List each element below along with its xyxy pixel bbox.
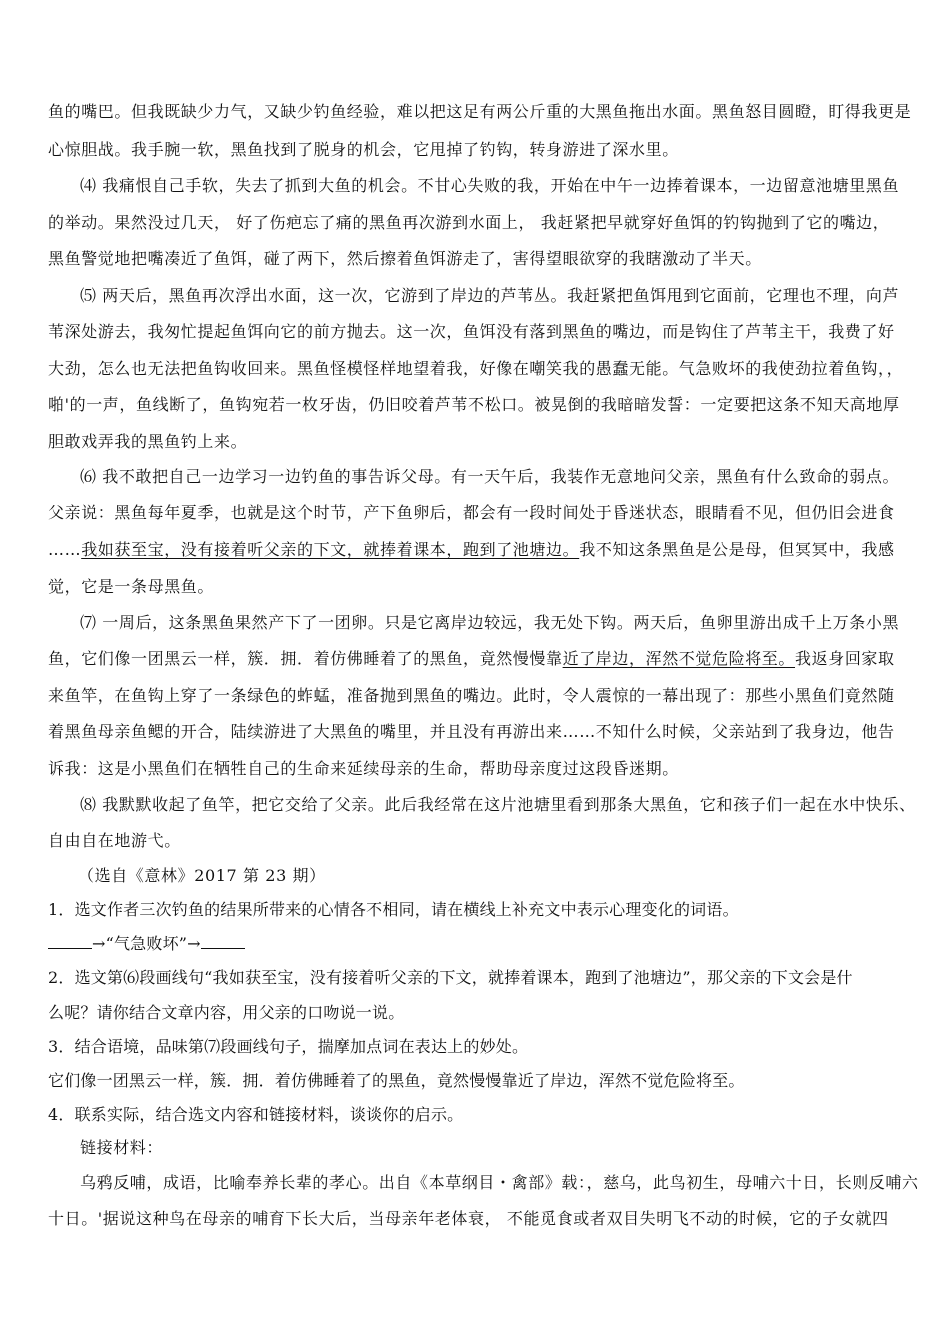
question-3: 3．结合语境，品味第⑺段画线句子，揣摩加点词在表达上的妙处。 [48,1037,529,1056]
underlined-sentence-2: 近了岸边，浑然不觉危险将至。 [562,649,796,668]
ellipsis: …… [48,540,82,559]
link-material-title: 链接材料： [80,1138,164,1157]
question-1: 1．选文作者三次钓鱼的结果所带来的心情各不相同，请在横线上补充文中表示心理变化的词语。 [48,900,739,919]
paragraph-7-start: ⑺ 一周后，这条黑鱼果然产下了一团卵。只是它离岸边较远，我无处下钩。两天后，鱼卵里游出成千上万条小黑 [80,613,900,632]
paragraph-5-start: ⑸ 两天后，黑鱼再次浮出水面，这一次，它游到了岸边的芦苇丛。我赶紧把鱼饵甩到它面前，它理也不理，向芦 [80,286,900,305]
passage-line: 父亲说：黑鱼每年夏季，也就是这个时节，产下鱼卵后，都会有一段时间处于昏迷状态，眼睛看不见，但仍旧会进食 [48,503,895,522]
text-span: 鱼，它们像一团黑云一样，簇．拥．着仿佛睡着了的黑鱼，竟然慢慢靠 [48,649,563,668]
question-3-sentence: 它们像一团黑云一样，簇．拥．着仿佛睡着了的黑鱼，竟然慢慢靠近了岸边，浑然不觉危险将至。 [48,1071,745,1090]
paragraph-8-start: ⑻ 我默默收起了鱼竿，把它交给了父亲。此后我经常在这片池塘里看到那条大黑鱼，它和孩子们一起在水中快乐、 [80,795,916,814]
question-1-answer-line [48,934,908,954]
paragraph-4-start: ⑷ 我痛恨自己手软，失去了抓到大鱼的机会。不甘心失败的我，开始在中午一边捧着课本，一边留意池塘里黑鱼 [80,176,900,195]
passage-line-underlined [48,540,908,560]
passage-line-underlined [48,649,908,669]
passage-line: 苇深处游去，我匆忙提起鱼饵向它的前方抛去。这一次，鱼饵没有落到黑鱼的嘴边，而是钩住了芦苇主干，我费了好 [48,322,895,341]
passage-line: 大劲，怎么也无法把鱼钩收回来。黑鱼怪模怪样地望着我，好像在嘲笑我的愚蠢无能。气急败坏的我使劲拉着鱼钩，， [48,359,904,378]
underlined-sentence-1: 我如获至宝，没有接着听父亲的下文，就捧着课本，跑到了池塘边。 [81,540,580,559]
passage-line: 来鱼竿，在鱼钩上穿了一条绿色的蚱蜢，准备抛到黑鱼的嘴边。此时，令人震惊的一幕出现了：那些小黑鱼们竟然随 [48,686,895,705]
answer-blank[interactable] [201,934,245,949]
question-2: 2．选文第⑹段画线句“我如获至宝，没有接着听父亲的下文，就捧着课本，跑到了池塘边”，那父亲的下文会是什 [48,968,853,987]
passage-line: 鱼的嘴巴。但我既缺少力气，又缺少钓鱼经验，难以把这足有两公斤重的大黑鱼拖出水面。黑鱼怒目圆瞪，盯得我更是 [48,102,912,121]
link-material-line: 十日。'据说这种鸟在母亲的哺育下长大后，当母亲年老体衰， 不能觅食或者双目失明飞不动的时候，它的子女就四 [48,1209,889,1228]
fill-mid-text: →“气急败坏”→ [92,934,201,953]
text-span: 我返身回家取 [795,649,895,668]
passage-line: 的举动。果然没过几天， 好了伤疤忘了痛的黑鱼再次游到水面上， 我赶紧把早就穿好鱼饵的钓钩抛到了它的嘴边， [48,213,890,232]
source-citation: （选自《意林》2017 第 23 期） [78,866,326,885]
passage-line: 啪'的一声，鱼线断了，鱼钩宛若一枚牙齿，仍旧咬着芦苇不松口。被晃倒的我暗暗发誓：一定要把这条不知天高地厚 [48,395,900,414]
passage-line: 着黑鱼母亲鱼鳃的开合，陆续游进了大黑鱼的嘴里，并且没有再游出来……不知什么时候，父亲站到了我身边，他告 [48,722,895,741]
link-material-line: 乌鸦反哺，成语，比喻奉养长辈的孝心。出自《本草纲目・禽部》载：，慈乌，此鸟初生，母哺六十日，长则反哺六 [80,1173,919,1192]
question-2-cont: 么呢？请你结合文章内容，用父亲的口吻说一说。 [48,1003,405,1022]
text-span: 我不知这条黑鱼是公是母，但冥冥中，我感 [579,540,895,559]
passage-line: 自由自在地游弋。 [48,831,181,850]
passage-line: 心惊胆战。我手腕一软，黑鱼找到了脱身的机会，它甩掉了钓钩，转身游进了深水里。 [48,140,679,159]
answer-blank[interactable] [48,934,92,949]
paragraph-6-start: ⑹ 我不敢把自己一边学习一边钓鱼的事告诉父母。有一天午后，我装作无意地问父亲，黑鱼有什么致命的弱点。 [80,467,900,486]
passage-line: 黑鱼警觉地把嘴凑近了鱼饵，碰了两下，然后擦着鱼饵游走了，害得望眼欲穿的我瞎激动了半天。 [48,249,762,268]
passage-line: 诉我：这是小黑鱼们在牺牲自己的生命来延续母亲的生命，帮助母亲度过这段昏迷期。 [48,759,679,778]
passage-line: 胆敢戏弄我的黑鱼钓上来。 [48,432,248,451]
question-4: 4．联系实际，结合选文内容和链接材料，谈谈你的启示。 [48,1105,464,1124]
passage-line: 觉，它是一条母黑鱼。 [48,577,215,596]
